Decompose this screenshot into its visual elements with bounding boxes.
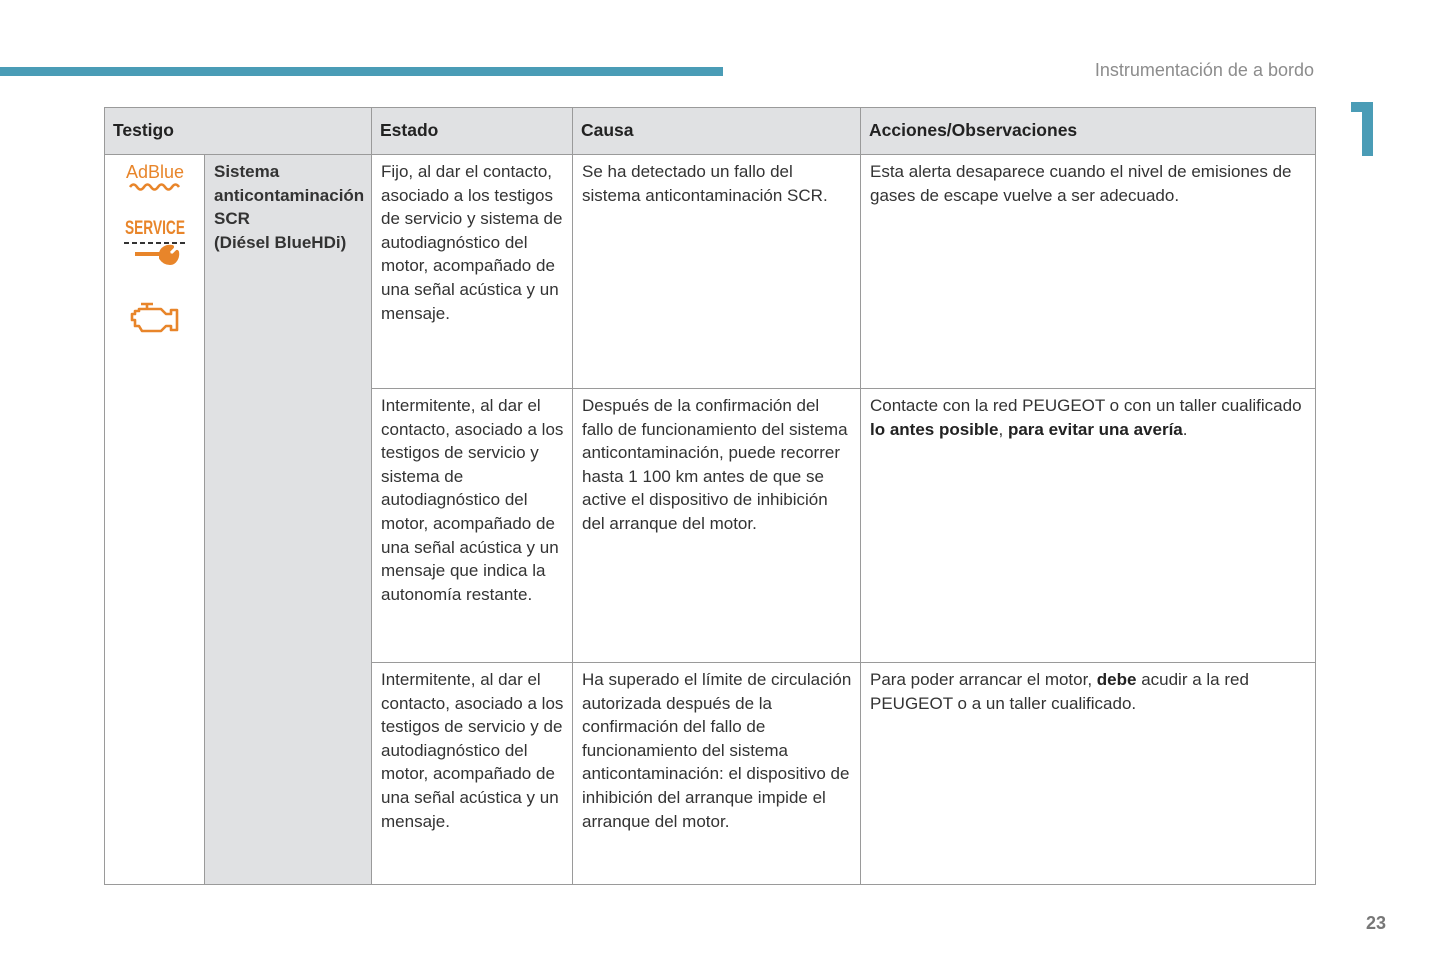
svg-text:SERVICE: SERVICE [125,218,185,239]
page-number: 23 [1365,913,1386,933]
warning-icons-cell [105,155,205,885]
system-name-line: (Diésel BlueHDi) [214,232,347,252]
column-header-testigo: Testigo [105,108,372,155]
acciones-bold-text: para evitar una avería [1007,419,1183,439]
estado-cell: Fijo, al dar el contacto, asociado a los testigos de servicio y sistema de autodiagnóstico del motor, acompañado de una señal acústica y un mensaje. [372,155,573,389]
column-header-acciones: Acciones/Observaciones [861,108,1316,155]
chapter-number [1350,102,1374,156]
system-name-line: anticontaminación [214,185,365,205]
acciones-text: Para poder arrancar el motor, [870,670,1097,689]
column-header-causa: Causa [573,108,861,155]
estado-cell: Intermitente, al dar el contacto, asociado a los testigos de servicio y sistema de autodiagnóstico del motor, acompañado de una señal acústica y un mensaje que indica la autonomía restante. [372,389,573,663]
acciones-text: Contacte con la red PEUGEOT o con un taller cualificado [870,396,1302,415]
table-row [105,155,1316,389]
acciones-bold-text: debe [1096,670,1137,689]
system-name-line: Sistema [214,162,280,181]
system-name-cell [205,155,372,885]
svg-text:AdBlue: AdBlue [125,162,185,182]
system-name-line: SCR [214,209,250,229]
warning-lights-table [104,107,1316,885]
engine-check-icon [129,296,181,336]
adblue-icon [125,160,185,194]
causa-cell: Después de la confirmación del fallo de funcionamiento del sistema anticontaminación, puede recorrer hasta 1 100 km antes de que se active el dispositivo de inhibición del arranque del motor. [573,389,861,663]
header-accent-bar [0,67,723,76]
column-header-estado: Estado [372,108,573,155]
acciones-bold-text: lo antes posible [870,419,999,439]
table-header-row [105,108,1316,155]
estado-cell: Intermitente, al dar el contacto, asociado a los testigos de servicio y de autodiagnóstico del motor, acompañado de una señal acústica y un mensaje. [372,663,573,885]
service-wrench-icon [121,214,189,270]
acciones-cell: Esta alerta desaparece cuando el nivel de emisiones de gases de escape vuelve a ser adecuado. [861,155,1316,389]
causa-cell: Ha superado el límite de circulación autorizada después de la confirmación del fallo de funcionamiento del sistema anticontaminación: el dispositivo de inhibición del arranque impide el arranque del motor. [573,663,861,885]
acciones-text: acudir a la red PEUGEOT o a un taller cualificado. [870,670,1249,713]
acciones-cell [861,389,1316,663]
acciones-cell [861,663,1316,885]
acciones-text: , [998,419,1008,439]
acciones-text: . [1182,419,1188,439]
causa-cell: Se ha detectado un fallo del sistema anticontaminación SCR. [573,155,861,389]
section-title: Instrumentación de a bordo [1094,60,1314,80]
